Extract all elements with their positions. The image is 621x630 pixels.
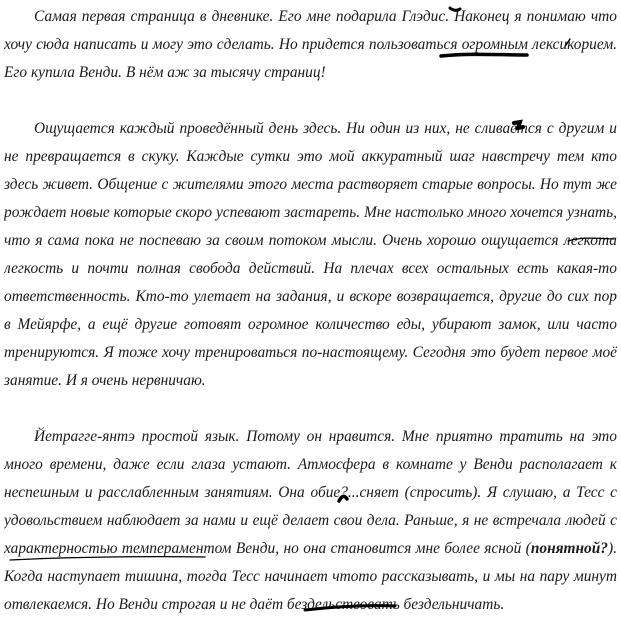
text-line: здесь живет. Общение с жителями этого места растворяет старые вопросы. Но тут же [4,176,617,193]
text-line: ответственность. Кто-то улетает на задания, и вскоре возвращается, другие до сих пор [4,288,617,305]
text-line: в Мейярфе, а ещё другие готовят огромное количество еды, убирают замок, или часто [4,316,617,333]
text-line: тренируются. Я тоже хочу тренироваться по-настоящему. Сегодня это будет первое моё [4,344,617,361]
text-line: Самая первая страница в дневнике. Его мне подарила Глэдис. Наконец я понимаю что [34,8,617,25]
text-line: Его купила Венди. В нём аж за тысячу страниц! [4,64,326,81]
text-line: легкость и почти полная свобода действий. На плечах всех остальных есть какая-то [4,260,617,277]
text-line: не превращается в скуку. Каждые сутки это мой аккуратный шаг навстречу тем кто [4,148,617,165]
text-line: рождает новые которые скоро успевают застареть. Мне настолько много хочется узнать, [4,204,617,221]
text-line: Когда наступает тишина, тогда Тесс начинает чтото рассказывать, и мы на пару минут [4,568,617,585]
text-line: занятие. И я очень нервничаю. [4,372,206,389]
text-line: что я сама пока не поспеваю за своим потоком мысли. Очень хорошо ощущается легкота [4,232,617,249]
text-line: отвлекаемся. Но Венди строгая и не даёт бездельствовать бездельничать. [4,596,505,613]
text-line: много времени, даже если глаза устают. Атмосфера в комнате у Венди располагает к [4,456,617,473]
text-line: характерностью темпераментом Венди, но она становится мне более ясной (понятной?). [4,540,617,557]
bold-word: понятной? [530,540,609,557]
text-line: удовольствием наблюдает за нами и ещё делает свои дела. Раньше, я не встречала людей с [4,512,617,529]
text-line: неспешным и расслабленным занятиям. Она обие?...сняет (спросить). Я слушаю, а Тесс с [4,484,617,501]
text-line: Ощущается каждый проведённый день здесь. Ни один из них, не сливается с другим и [34,120,617,137]
text-line: хочу сюда написать и могу это сделать. Но придется пользоваться огромным лексикорием. [4,36,617,53]
text-line: Йетрагге-янтэ простой язык. Потому он нравится. Мне приятно тратить на это [34,428,617,445]
